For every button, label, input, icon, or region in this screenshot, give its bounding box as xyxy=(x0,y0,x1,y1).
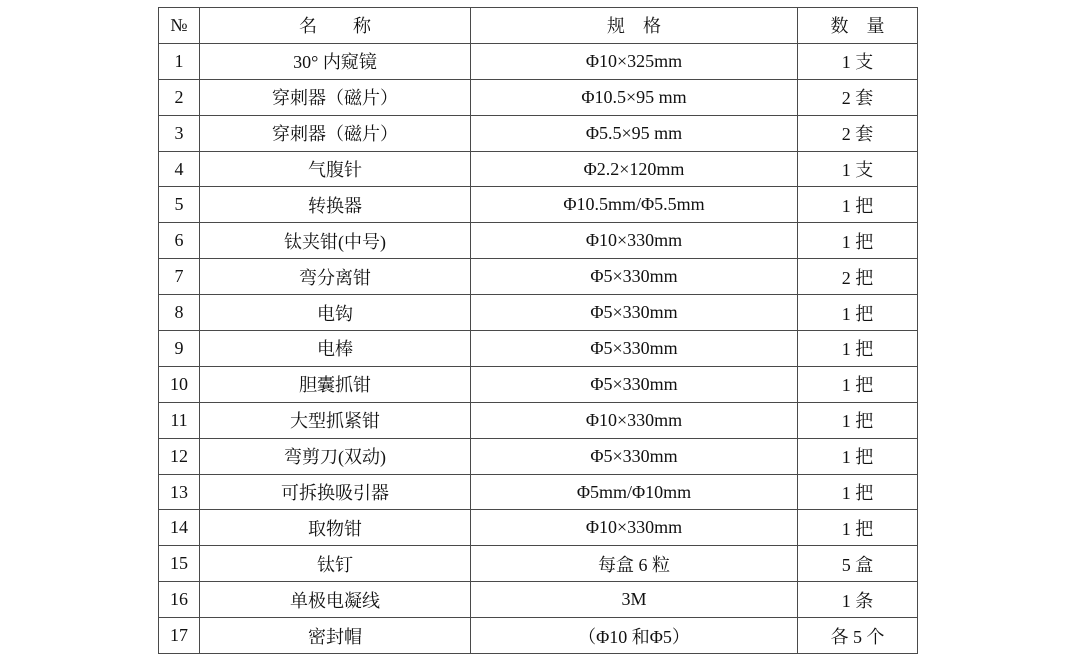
cell-item-name: 可拆换吸引器 xyxy=(200,474,471,510)
header-name: 名 称 xyxy=(200,8,471,44)
cell-row-number: 12 xyxy=(159,438,200,474)
cell-item-spec: Φ10.5mm/Φ5.5mm xyxy=(471,187,798,223)
cell-item-spec: Φ5.5×95 mm xyxy=(471,115,798,151)
table-row xyxy=(159,366,918,402)
table-row xyxy=(159,546,918,582)
cell-item-quantity: 1 把 xyxy=(798,438,918,474)
table-row xyxy=(159,618,918,654)
table-row xyxy=(159,151,918,187)
cell-row-number: 16 xyxy=(159,582,200,618)
cell-item-quantity: 1 把 xyxy=(798,510,918,546)
cell-item-spec: Φ10×330mm xyxy=(471,510,798,546)
header-quantity: 数 量 xyxy=(798,8,918,44)
cell-row-number: 8 xyxy=(159,295,200,331)
cell-item-name: 穿刺器（磁片） xyxy=(200,115,471,151)
table-row xyxy=(159,474,918,510)
table-row xyxy=(159,438,918,474)
table-row xyxy=(159,187,918,223)
cell-row-number: 2 xyxy=(159,79,200,115)
cell-row-number: 17 xyxy=(159,618,200,654)
cell-item-spec: Φ5×330mm xyxy=(471,331,798,367)
cell-item-spec: Φ5×330mm xyxy=(471,366,798,402)
cell-row-number: 6 xyxy=(159,223,200,259)
table-header xyxy=(159,8,918,44)
cell-item-spec: Φ10×325mm xyxy=(471,43,798,79)
cell-row-number: 4 xyxy=(159,151,200,187)
cell-item-name: 30° 内窥镜 xyxy=(200,43,471,79)
cell-row-number: 10 xyxy=(159,366,200,402)
cell-item-name: 弯分离钳 xyxy=(200,259,471,295)
cell-row-number: 9 xyxy=(159,331,200,367)
cell-item-name: 密封帽 xyxy=(200,618,471,654)
cell-item-name: 钛钉 xyxy=(200,546,471,582)
cell-item-spec: Φ10.5×95 mm xyxy=(471,79,798,115)
cell-item-quantity: 1 把 xyxy=(798,402,918,438)
table-row xyxy=(159,259,918,295)
cell-item-quantity: 1 把 xyxy=(798,366,918,402)
cell-row-number: 13 xyxy=(159,474,200,510)
table-body xyxy=(159,43,918,653)
cell-item-name: 穿刺器（磁片） xyxy=(200,79,471,115)
cell-item-name: 气腹针 xyxy=(200,151,471,187)
table-row xyxy=(159,582,918,618)
cell-item-spec: Φ2.2×120mm xyxy=(471,151,798,187)
table-row xyxy=(159,115,918,151)
cell-row-number: 5 xyxy=(159,187,200,223)
cell-item-spec: Φ5×330mm xyxy=(471,438,798,474)
cell-item-name: 钛夹钳(中号) xyxy=(200,223,471,259)
cell-row-number: 11 xyxy=(159,402,200,438)
cell-item-quantity: 2 套 xyxy=(798,79,918,115)
table-row xyxy=(159,510,918,546)
table-row xyxy=(159,223,918,259)
cell-item-spec: Φ10×330mm xyxy=(471,402,798,438)
cell-item-name: 电棒 xyxy=(200,331,471,367)
cell-item-quantity: 1 把 xyxy=(798,295,918,331)
equipment-list-table xyxy=(158,7,918,654)
cell-item-name: 转换器 xyxy=(200,187,471,223)
cell-row-number: 3 xyxy=(159,115,200,151)
cell-item-quantity: 1 把 xyxy=(798,223,918,259)
cell-row-number: 1 xyxy=(159,43,200,79)
cell-item-name: 大型抓紧钳 xyxy=(200,402,471,438)
table-row xyxy=(159,79,918,115)
cell-row-number: 15 xyxy=(159,546,200,582)
cell-item-quantity: 1 条 xyxy=(798,582,918,618)
cell-item-quantity: 各 5 个 xyxy=(798,618,918,654)
cell-item-name: 单极电凝线 xyxy=(200,582,471,618)
cell-item-quantity: 1 把 xyxy=(798,474,918,510)
cell-row-number: 14 xyxy=(159,510,200,546)
cell-item-spec: Φ5mm/Φ10mm xyxy=(471,474,798,510)
header-specification: 规 格 xyxy=(471,8,798,44)
cell-item-quantity: 2 把 xyxy=(798,259,918,295)
cell-item-name: 取物钳 xyxy=(200,510,471,546)
cell-item-quantity: 1 支 xyxy=(798,43,918,79)
cell-item-name: 胆囊抓钳 xyxy=(200,366,471,402)
table-header-row xyxy=(159,8,918,44)
table-row xyxy=(159,331,918,367)
cell-item-spec: Φ10×330mm xyxy=(471,223,798,259)
table-row xyxy=(159,295,918,331)
cell-item-quantity: 2 套 xyxy=(798,115,918,151)
cell-item-quantity: 1 把 xyxy=(798,331,918,367)
cell-item-spec: Φ5×330mm xyxy=(471,259,798,295)
table-row xyxy=(159,402,918,438)
cell-item-name: 电钩 xyxy=(200,295,471,331)
header-number: № xyxy=(159,8,200,44)
cell-item-quantity: 1 把 xyxy=(798,187,918,223)
cell-item-quantity: 5 盒 xyxy=(798,546,918,582)
cell-row-number: 7 xyxy=(159,259,200,295)
cell-item-spec: （Φ10 和Φ5） xyxy=(471,618,798,654)
table-row xyxy=(159,43,918,79)
cell-item-spec: Φ5×330mm xyxy=(471,295,798,331)
cell-item-name: 弯剪刀(双动) xyxy=(200,438,471,474)
cell-item-spec: 3M xyxy=(471,582,798,618)
cell-item-quantity: 1 支 xyxy=(798,151,918,187)
cell-item-spec: 每盒 6 粒 xyxy=(471,546,798,582)
